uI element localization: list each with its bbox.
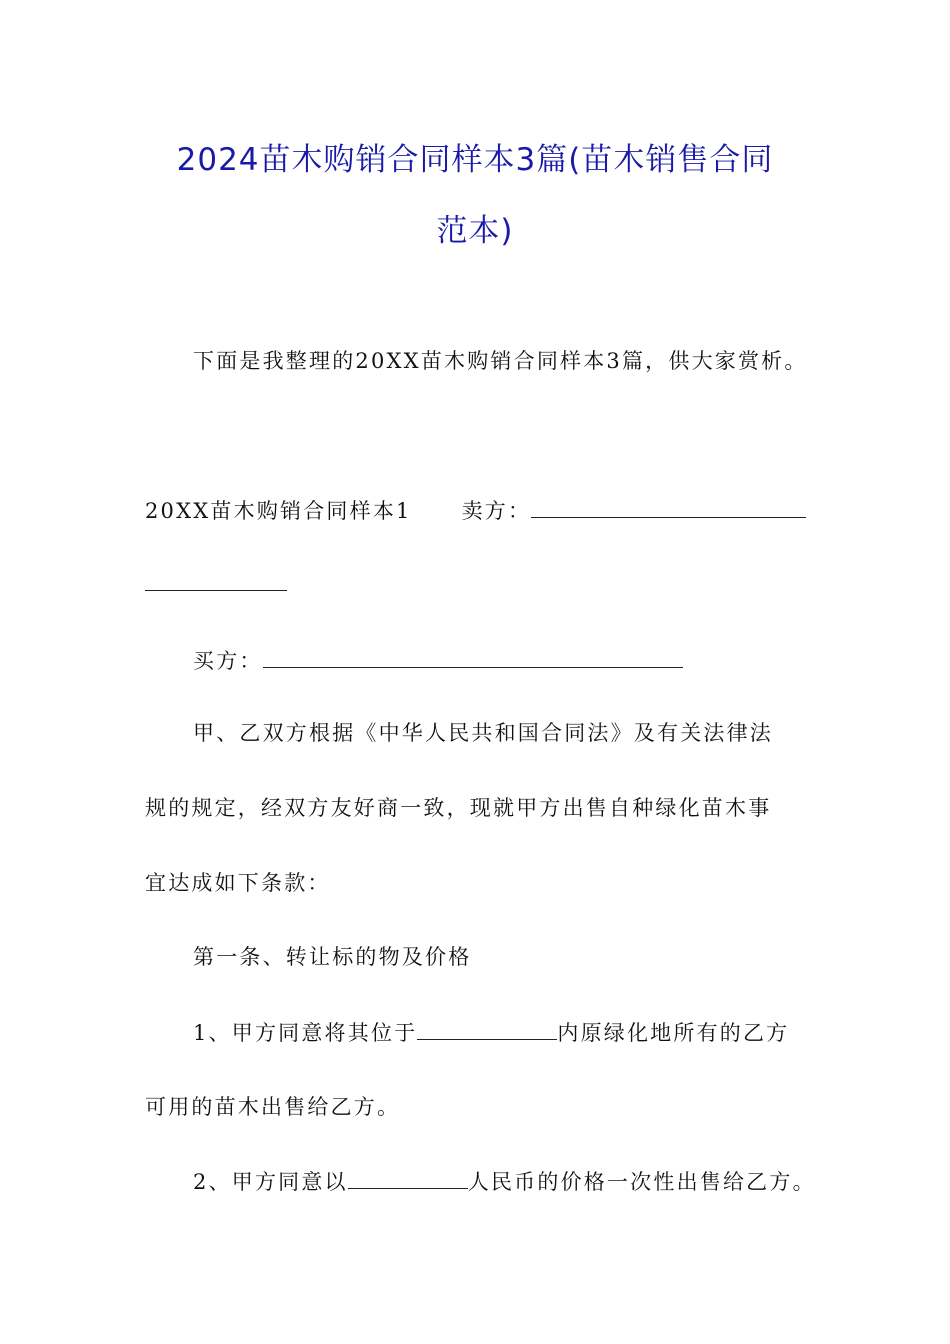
item-2-suffix: 人民币的价格一次性出售给乙方。 [467,1170,816,1194]
buyer-blank [263,645,683,668]
seller-blank [531,495,806,518]
seller-blank-continued [145,568,287,591]
buyer-row [193,645,683,676]
item-1-line-2: 可用的苗木出售给乙方。 [145,1095,401,1119]
document-title-line-1: 2024苗木购销合同样本3篇(苗木销售合同 [176,142,774,178]
item-1-location-blank [417,1017,557,1040]
sample-heading-row [145,495,806,526]
item-2-price-blank [348,1166,468,1189]
item-2-prefix: 2、甲方同意以 [193,1170,348,1194]
item-1-row [193,1017,789,1048]
article-1-heading: 第一条、转让标的物及价格 [193,945,472,969]
paragraph-1-line-1: 甲、乙双方根据《中华人民共和国合同法》及有关法律法 [193,721,773,745]
paragraph-1-line-3: 宜达成如下条款： [145,871,331,895]
sample-heading: 20XX苗木购销合同样本1 [145,499,412,523]
paragraph-1-line-2: 规的规定，经双方友好商一致，现就甲方出售自种绿化苗木事 [145,796,772,820]
item-2-row [193,1166,816,1197]
item-1-suffix: 内原绿化地所有的乙方 [557,1021,790,1045]
document-title-line-2: 范本) [436,213,514,249]
item-1-prefix: 1、甲方同意将其位于 [193,1021,418,1045]
intro-paragraph: 下面是我整理的20XX苗木购销合同样本3篇，供大家赏析。 [193,349,808,373]
seller-blank-continued-row [145,568,287,599]
seller-label: 卖方： [461,499,532,523]
buyer-label: 买方： [193,649,263,673]
